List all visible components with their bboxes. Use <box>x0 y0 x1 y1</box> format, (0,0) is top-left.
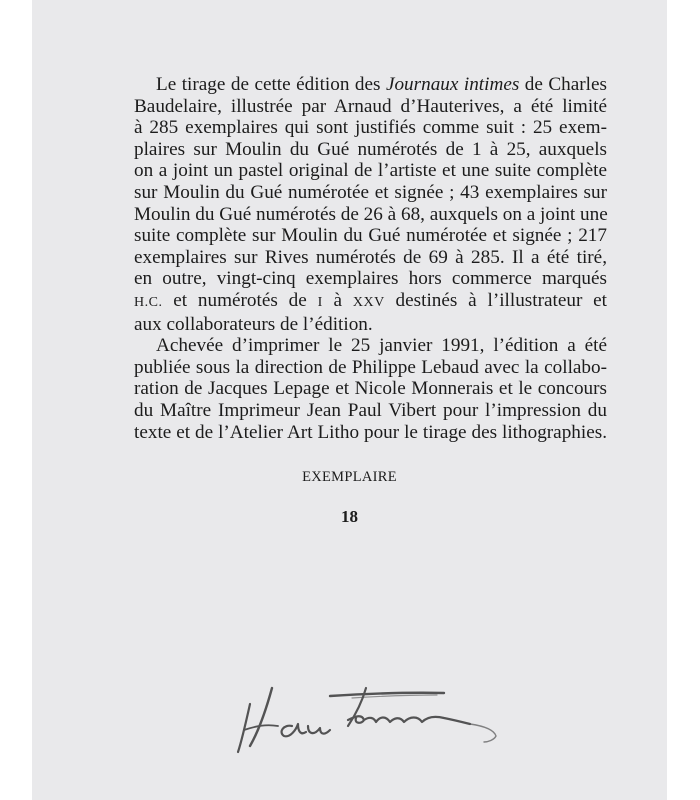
text-line: on a joint un pastel original de l’artiste et une suite complète <box>134 160 607 182</box>
small-caps-text: H.C. <box>134 294 163 310</box>
small-caps-text: XXV <box>352 294 385 310</box>
text-line <box>112 290 607 314</box>
book-title: Journaux intimes <box>385 74 520 95</box>
text-line: aux collaborateurs de l’édition. <box>134 313 373 335</box>
text-segment: de Charles <box>519 74 607 95</box>
text-line: sur Moulin du Gué numérotée et signée ; 43 exemplaires sur <box>134 181 607 203</box>
artist-signature <box>222 660 522 770</box>
text-segment: Le tirage de cette édition des <box>156 74 386 95</box>
text-line: en outre, vingt-cinq exemplaires hors commerce marqués <box>134 268 607 290</box>
text-line: à 285 exemplaires qui sont justifiés comme suit : 25 exem- <box>134 117 607 139</box>
colophon-text <box>112 74 607 443</box>
text-segment: et numérotés de <box>162 289 318 311</box>
text-line: suite complète sur Moulin du Gué numérotée et signée ; 217 <box>134 225 607 247</box>
exemplaire-label: EXEMPLAIRE <box>302 469 397 485</box>
text-line: publiée sous la direction de Philippe Lebaud avec la collabo- <box>134 356 607 378</box>
print-run-paragraph <box>112 74 607 335</box>
text-line: ration de Jacques Lepage et Nicole Monnerais et le concours <box>134 378 607 400</box>
text-line: Moulin du Gué numérotés de 26 à 68, auxquels on a joint une <box>134 203 608 225</box>
text-segment: destinés à l’illustrateur et <box>384 289 607 311</box>
text-line: plaires sur Moulin du Gué numérotés de 1 à 25, auxquels <box>134 138 607 160</box>
text-line: du Maître Imprimeur Jean Paul Vibert pour l’impression du <box>134 399 607 421</box>
small-caps-text: I <box>317 294 323 310</box>
text-segment: à <box>322 289 353 311</box>
exemplaire-number: 18 <box>341 507 358 526</box>
text-line: exemplaires sur Rives numérotés de 69 à 285. Il a été tiré, <box>134 246 607 268</box>
text-line: Baudelaire, illustrée par Arnaud d’Hauterives, a été limité <box>134 95 607 117</box>
colophon-page <box>32 0 667 800</box>
text-line <box>112 74 607 96</box>
printing-credits-paragraph <box>112 335 607 443</box>
text-line: Achevée d’imprimer le 25 janvier 1991, l’édition a été <box>156 335 607 357</box>
text-line: texte et de l’Atelier Art Litho pour le tirage des lithographies. <box>134 421 607 443</box>
